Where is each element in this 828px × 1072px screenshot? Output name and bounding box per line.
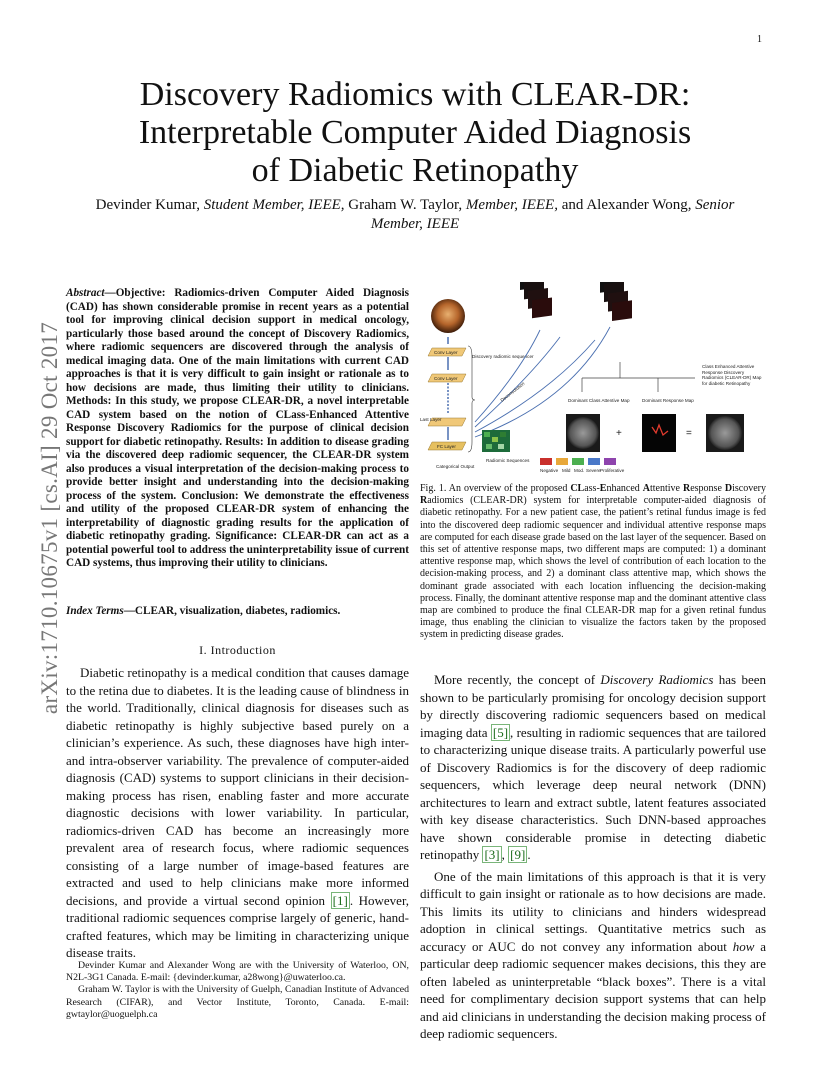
deconv-arc: [475, 337, 560, 427]
body-text: More recently, the concept of: [434, 672, 601, 687]
footnote-affiliation-2: Graham W. Taylor is with the University of Guelph, Canadian Institute of Advanced Research (CIFAR), and Vector Institute, Toronto, Canada. E-mail: gwtaylor@uoguelph.ca: [66, 984, 409, 1020]
deconv-label: Deconvolution: [499, 380, 526, 403]
arxiv-stamp: arXiv:1710.10675v1 [cs.AI] 29 Oct 2017: [37, 321, 62, 715]
deconv-arc: [475, 330, 540, 422]
fundus-image: [431, 299, 465, 333]
body-paragraph: [420, 868, 766, 1043]
caption-text: nhanced: [606, 483, 643, 494]
body-emphasis: how: [732, 938, 755, 954]
body-paragraph: [420, 671, 766, 864]
caption-acronym: R: [682, 483, 691, 494]
radiomic-sequences-grid: [482, 430, 510, 452]
abstract-text: —Objective: Radiomics-driven Computer Aided Diagnosis (CAD) has shown considerable promise in recent years as a potential tool for improving clinical decision support in medical oncology, particularly those based around the concept of Discovery Radiomics, where radiomic sequencers are discovered through the analysis of medical imaging data. One of the main limitations with current CAD approaches is that it is very difficult to gain insight or rationale as to how decisions are made, thus limiting their utility to clinicians. Methods: In this study, we propose CLEAR-DR, a novel interpretable CAD system based on the notion of CLass-Enhanced Attentive Response Discovery Radiomics for the purpose of clinical decision support for diabetic retinopathy. Results: In addition to disease grading via the discovered deep radiomic sequencer, the CLEAR-DR system also produces a visual interpretation of the decision-making process to provide better insight and understanding into the decision-making process of the system. Conclusion: We demonstrate the effectiveness and utility of the proposed CLEAR-DR system of enhancing the interpretability of diagnostic grading results for the application of diabetic retinopathy grading. Significance: CLEAR-DR can act as a potential powerful tool to address the uninterpretability issue of current CAD systems, thus improving their utility to clinicians.: [66, 287, 409, 569]
paper-title: [90, 76, 740, 190]
body-text: has been shown to be particularly promising for oncology decision support by directly discovering radiomic sequencers based on medical imaging data: [420, 672, 766, 740]
footnote-affiliation-1: Devinder Kumar and Alexander Wong are with the University of Waterloo, ON, N2L-3G1 Canada. E-mail: {devinder.kumar, a28wong}@uwaterloo.ca.: [66, 960, 409, 984]
caption-text: esponse: [690, 483, 725, 494]
citation-link[interactable]: [1]: [332, 892, 348, 908]
legend-swatch-mild: [556, 458, 568, 465]
index-terms: [66, 605, 409, 617]
abstract-label: Abstract: [66, 287, 105, 299]
footnotes: [66, 960, 409, 1021]
conv-layer-2-label: Conv Layer: [434, 376, 458, 381]
citation-link[interactable]: [3]: [484, 847, 500, 862]
response-map-stack-1: [520, 282, 552, 318]
sequencer-brace: [468, 346, 475, 452]
conv-layer-1-label: Conv Layer: [434, 350, 458, 355]
title-line-3: of Diabetic Retinopathy: [251, 152, 579, 189]
fc-layer-label: FC Layer: [437, 444, 456, 449]
last-layer-label: Last Layer: [420, 417, 442, 422]
legend-label-moderate: Mod.: [574, 468, 585, 473]
author-list: [80, 196, 750, 234]
citation-link[interactable]: [9]: [510, 847, 526, 862]
abstract: [66, 287, 409, 571]
intro-text-b: . However, traditional radiomic sequences comprise largely of generic, hand-crafted features, which may be limiting in characterizing unique disease traits.: [66, 892, 410, 960]
intro-paragraph: [66, 664, 409, 962]
legend-swatch-moderate: [572, 458, 584, 465]
index-terms-text: —CLEAR, visualization, diabetes, radiomics.: [123, 605, 341, 617]
body-text: .: [527, 847, 531, 862]
legend-label-proliferative: Proliferative: [600, 468, 625, 473]
title-line-1: Discovery Radiomics with CLEAR-DR:: [139, 76, 691, 113]
citation-link[interactable]: [5]: [492, 724, 509, 740]
clear-dr-map-label: Class Enhanced Attentive Response Discovery Radiomics (CLEAR-DR) Map for diabetic Retinopathy: [702, 364, 762, 386]
legend-label-severe: Severe: [586, 468, 601, 473]
dominant-response-label: Dominant Response Map: [642, 398, 694, 403]
caption-acronym: E: [599, 483, 607, 494]
intro-text-a: Diabetic retinopathy is a medical condition that causes damage to the retina due to diabetes. It is the leading cause of blindness in the world. Traditionally, clinical diagnosis for diseases such as diabetic retinopathy is highly subjective based purely on a clinician’s experience. As such, these diagnoses have high inter- and intra-observer variability. The prevalence of computer-aided diagnosis (CAD) systems to support clinicians in their decision-making process has risen, enabling faster and more accurate diagnostic decisions with lower variability. In particular, radiomics-driven CAD has become an increasingly more prevalent area of research focus, where radiomic sequences consisting of a large number of image-based features are extracted and used to help clinicians make more informed decisions, and provide a virtual second opinion: [66, 665, 409, 908]
caption-acronym: A: [642, 483, 650, 494]
author-1-role: Student Member, IEEE,: [203, 197, 345, 213]
dominant-class-label: Dominant Class Attentive Map: [568, 398, 630, 403]
figure-1-diagram: [420, 282, 766, 480]
caption-prefix: Fig. 1. An overview of the proposed: [420, 483, 571, 494]
radiomic-sequences-label: Radiomic Sequences: [486, 458, 530, 463]
dominant-class-map: [567, 417, 599, 449]
author-1-name: Devinder Kumar,: [95, 197, 200, 213]
clear-dr-map: [708, 416, 742, 450]
caption-acronym: R: [420, 495, 428, 507]
caption-text: ass-: [584, 483, 600, 494]
caption-text: adiomics (CLEAR-DR) system for interpretable computer-aided diagnosis of diabetic retinopathy. For a new patient case, the patient’s retinal fundus image is fed into the discovered deep radiomic sequencer and individual attentive response maps are computed for each disease grade based on the last layer of the sequencer. Based on this set of attentive response maps, two different maps are computed: 1) a dominant attentive response map, which shows the level of contribution of each location to the decision-making process, and 2) a dominant class attentive map, which shows the dominant grade associated with each location influencing the decision-making process. Finally, the dominant attentive response map and the dominant attentive class map are combined to produce the final CLEAR-DR map for a given retinal fundus image, thus enabling the clinician to visualize the factors taken by the proposed system in predicting disease grades.: [420, 495, 766, 641]
grade-legend: [540, 458, 625, 473]
author-2-role: Member, IEEE,: [465, 197, 558, 213]
author-3-role: Senior Member, IEEE: [370, 197, 735, 232]
body-emphasis: Discovery Radiomics: [600, 672, 714, 687]
legend-swatch-severe: [588, 458, 600, 465]
legend-label-negative: Negative: [540, 468, 559, 473]
body-text: , resulting in radiomic sequences that are tailored to characterizing unique disease traits. A particularly powerful use of Discovery Radiomics is for the discovery of deep radiomic sequencers, which leverage deep neural network (DNN) architectures to learn and extract subtle, latent features associated with key disease characteristics. Such DNN-based approaches have shown considerable promise in detecting diabetic retinopathy: [420, 724, 766, 862]
caption-text: ttentive: [650, 483, 683, 494]
body-text: One of the main limitations of this approach is that it is very difficult to gain insight or rationale as to how decisions are made. This limits its utility to clinicians and hinders widespread adoption in clinical settings. Quantitative metrics such as accuracy or AUC do not convey any information about: [420, 868, 766, 954]
legend-swatch-proliferative: [604, 458, 616, 465]
page-number: 1: [757, 34, 762, 45]
dominant-response-map-frame: [642, 414, 676, 452]
plus-sign: +: [616, 428, 622, 439]
equals-sign: =: [686, 428, 692, 439]
figure-1-caption: [420, 483, 766, 642]
title-line-2: Interpretable Computer Aided Diagnosis: [138, 114, 692, 151]
author-3-name: and Alexander Wong,: [561, 197, 692, 213]
categorical-output-label: Categorical Output: [436, 464, 475, 469]
right-column-body: [420, 671, 766, 1047]
legend-swatch-negative: [540, 458, 552, 465]
caption-text: iscovery: [732, 483, 766, 494]
section-heading: I. Introduction: [199, 643, 276, 657]
legend-label-mild: Mild: [562, 468, 571, 473]
caption-acronym: D: [724, 483, 733, 494]
author-2-name: Graham W. Taylor,: [348, 197, 463, 213]
index-terms-label: Index Terms: [66, 605, 124, 617]
response-map-stack-2: [600, 282, 632, 321]
map-connector: [582, 362, 695, 392]
caption-acronym: CL: [570, 483, 585, 494]
sequencer-label: Discovery radiomic sequencer: [472, 354, 534, 359]
body-text: ,: [501, 847, 509, 862]
body-text: a particular deep radiomic sequencer makes decisions, this they are often labeled as uninterpretable “black boxes”. There is a vital need for complimentary decision support systems that can help and aid clinicians in understanding the decision making process of deep radiomic sequencers.: [420, 938, 766, 1041]
